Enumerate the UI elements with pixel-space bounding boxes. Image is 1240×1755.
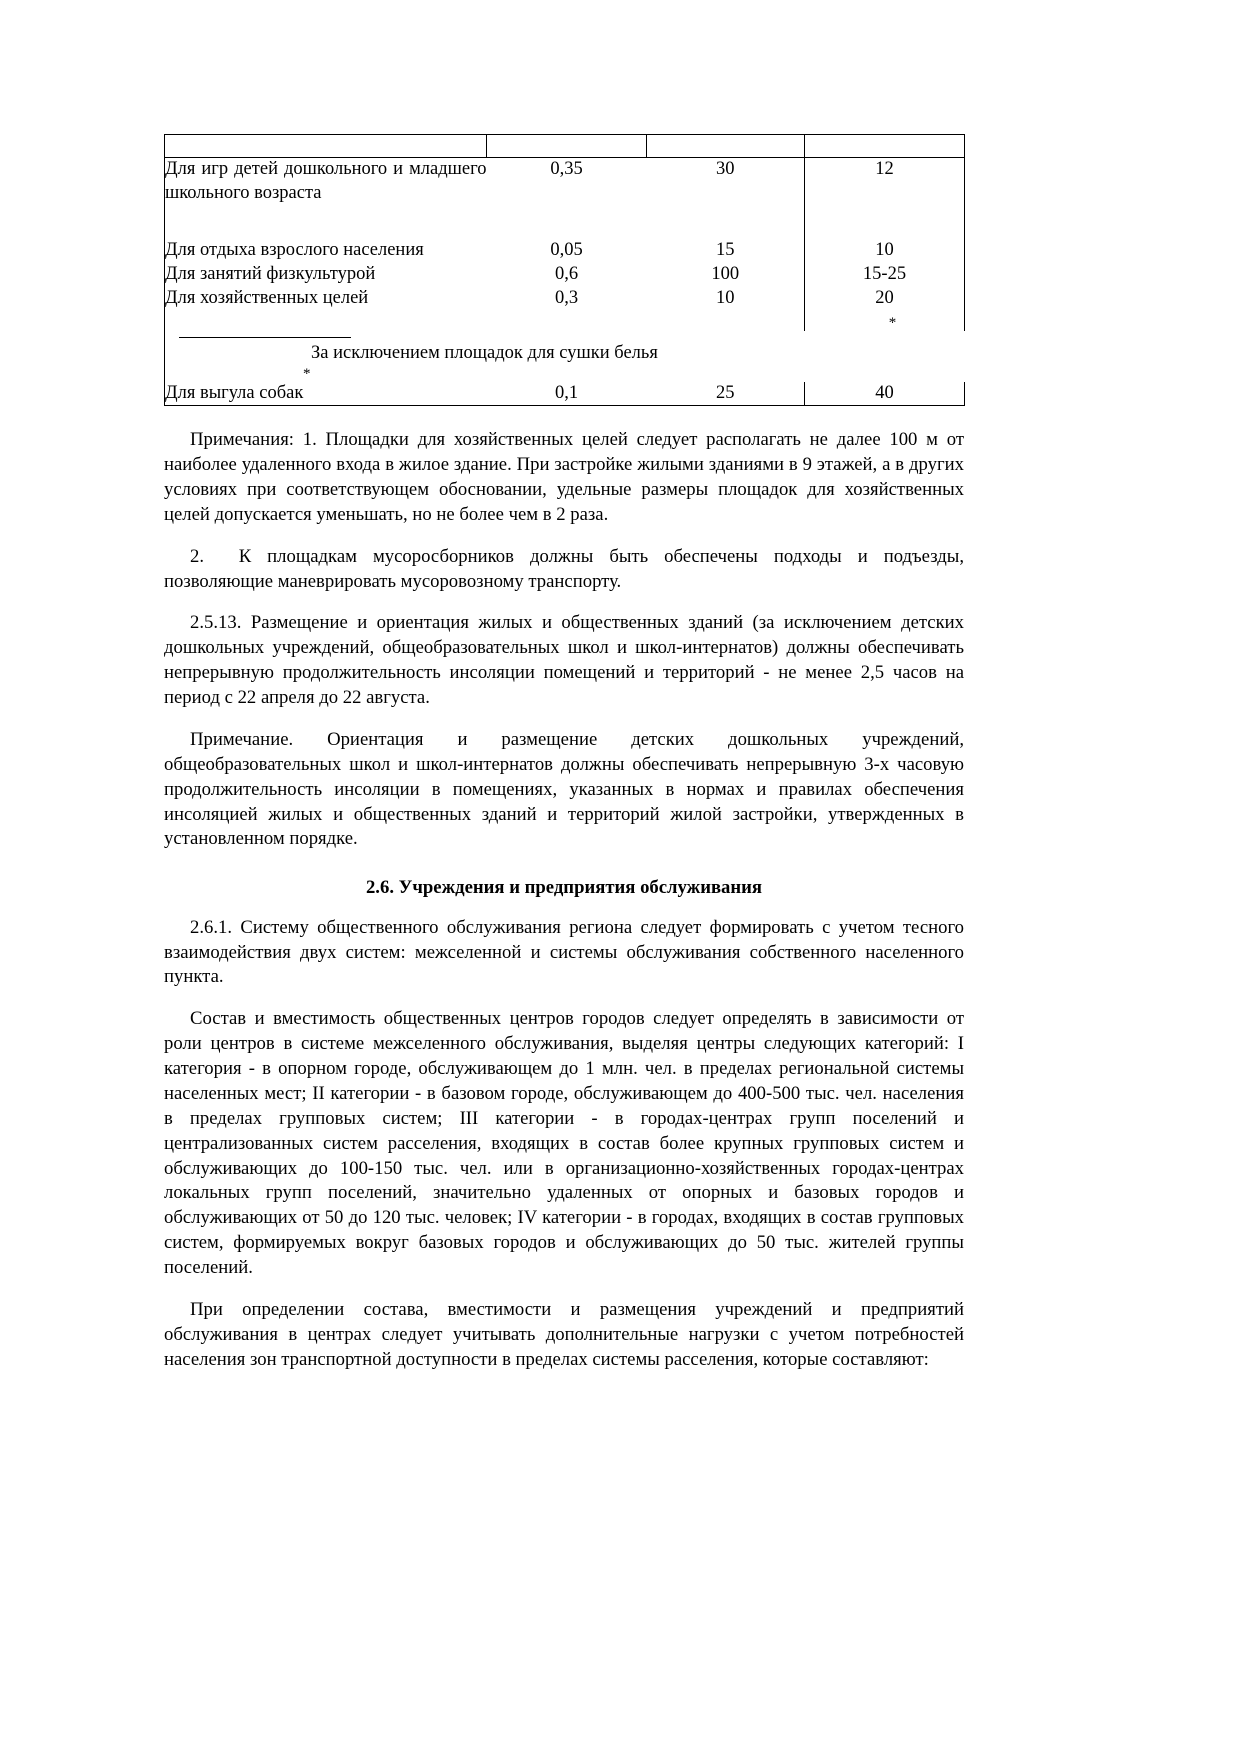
note-1-paragraph: Примечания: 1. Площадки для хозяйственных целей следует располагать не далее 100 м от наиболее удаленного входа в жилое здание. При застройке жилыми зданиями в 9 этажей, а в других условиях при соответствующем обосновании, удельные размеры площадок для хозяйственных целей допускается уменьшать, но не более чем в 2 раза. xyxy=(164,429,964,525)
table-footnote-row xyxy=(165,331,965,381)
clause-composition-paragraph: Состав и вместимость общественных центров городов следует определять в зависимости от роли центров в системе межселенного обслуживания, выделяя центры следующих категорий: I категория - в опорном городе, обслуживающем до 1 млн. чел. в пределах региональной системы населенных мест; II категории - в базовом городе, обслуживающем до 400-500 тыс. чел. населения в пределах групповых систем; III категории - в городах-центрах групп поселений и централизованных систем расселения, входящих в состав более крупных групповых систем и обслуживающих до 100-150 тыс. чел. или в организационно-хозяйственных городах-центрах локальных групп поселений, значительно удаленных от опорных и базовых городов и обслуживающих от 50 до 120 тыс. человек; IV категории - в городах, входящих в состав групповых систем, формируемых вокруг базовых городов и обслуживающих до 50 тыс. жителей группы поселений. xyxy=(164,1008,964,1279)
row-value3 xyxy=(805,263,965,287)
table-row xyxy=(165,158,965,240)
row-value3 xyxy=(805,382,965,406)
header-cell-category xyxy=(165,135,487,158)
table-row xyxy=(165,263,965,287)
page-content xyxy=(164,134,964,1373)
table-header-row xyxy=(165,135,965,158)
footnote-marker: * xyxy=(888,315,897,332)
row-label: Для занятий физкультурой xyxy=(165,263,487,287)
clause-2-6-1-paragraph: 2.6.1. Систему общественного обслуживания региона следует формировать с учетом тесного взаимодействия двух систем: межселенной и системы обслуживания собственного населенного пункта. xyxy=(164,916,964,988)
row-value1: 0,6 xyxy=(554,264,579,285)
footnote-star: * xyxy=(303,365,311,382)
table-row xyxy=(165,382,965,406)
footnote-text: За исключением площадок для сушки белья xyxy=(311,343,658,364)
row-value3 xyxy=(805,158,965,240)
header-cell-value3 xyxy=(805,135,965,158)
row-value2: 15 xyxy=(716,240,735,261)
table-footnote xyxy=(165,331,965,381)
playground-norms-table xyxy=(164,134,965,406)
row-value2: 25 xyxy=(647,382,805,406)
header-cell-value2 xyxy=(647,135,805,158)
table-row xyxy=(165,287,965,332)
row-value2: 100 xyxy=(711,264,740,285)
row-value3-number: 20 xyxy=(875,287,894,308)
row-value3-number: 40 xyxy=(875,382,894,403)
row-value3-number: 10 xyxy=(875,240,894,261)
row-value1: 0,35 xyxy=(550,159,583,179)
row-label: Для хозяйственных целей xyxy=(165,287,487,332)
row-label: Для отдыха взрослого населения xyxy=(165,239,487,263)
clause-2-5-13-paragraph: 2.5.13. Размещение и ориентация жилых и общественных зданий (за исключением детских дошкольных учреждений, общеобразовательных школ и школ-интернатов) должны обеспечивать непрерывную продолжительность инсоляции помещений и территорий - не менее 2,5 часов на период с 22 апреля до 22 августа. xyxy=(164,612,964,709)
footnote-rule xyxy=(179,337,351,338)
row-value2: 30 xyxy=(716,159,735,179)
row-value1: 0,05 xyxy=(550,240,583,261)
section-heading-2-6: 2.6. Учреждения и предприятия обслуживания xyxy=(365,877,763,899)
table-row xyxy=(165,239,965,263)
row-value2: 10 xyxy=(716,287,735,308)
row-value3 xyxy=(805,287,965,332)
note-2-paragraph: 2. К площадкам мусоросборников должны быть обеспечены подходы и подъезды, позволяющие маневрировать мусоровозному транспорту. xyxy=(164,545,964,592)
row-value3-number: 12 xyxy=(875,159,894,179)
note-orientation-paragraph: Примечание. Ориентация и размещение детских дошкольных учреждений, общеобразовательных школ и школ-интернатов должны обеспечивать непрерывную 3-х часовую продолжительность инсоляции в помещениях, указанных в нормах и правилах обеспечения инсоляцией жилых и общественных зданий и территорий жилой застройки, утвержденных в установленном порядке. xyxy=(164,728,964,850)
header-cell-value1 xyxy=(487,135,647,158)
row-value3-number: 15-25 xyxy=(862,264,907,285)
row-label: Для выгула собак xyxy=(165,382,487,406)
row-value1: 0,3 xyxy=(554,287,579,308)
clause-loads-paragraph: При определении состава, вместимости и размещения учреждений и предприятий обслуживания в центрах следует учитывать дополнительные нагрузки с учетом потребностей населения зон транспортной доступности в пределах системы расселения, которые составляют: xyxy=(164,1298,964,1370)
row-value1: 0,1 xyxy=(487,382,647,406)
row-label: Для игр детей дошкольного и младшего школьного возраста xyxy=(165,158,487,240)
row-value3 xyxy=(805,239,965,263)
